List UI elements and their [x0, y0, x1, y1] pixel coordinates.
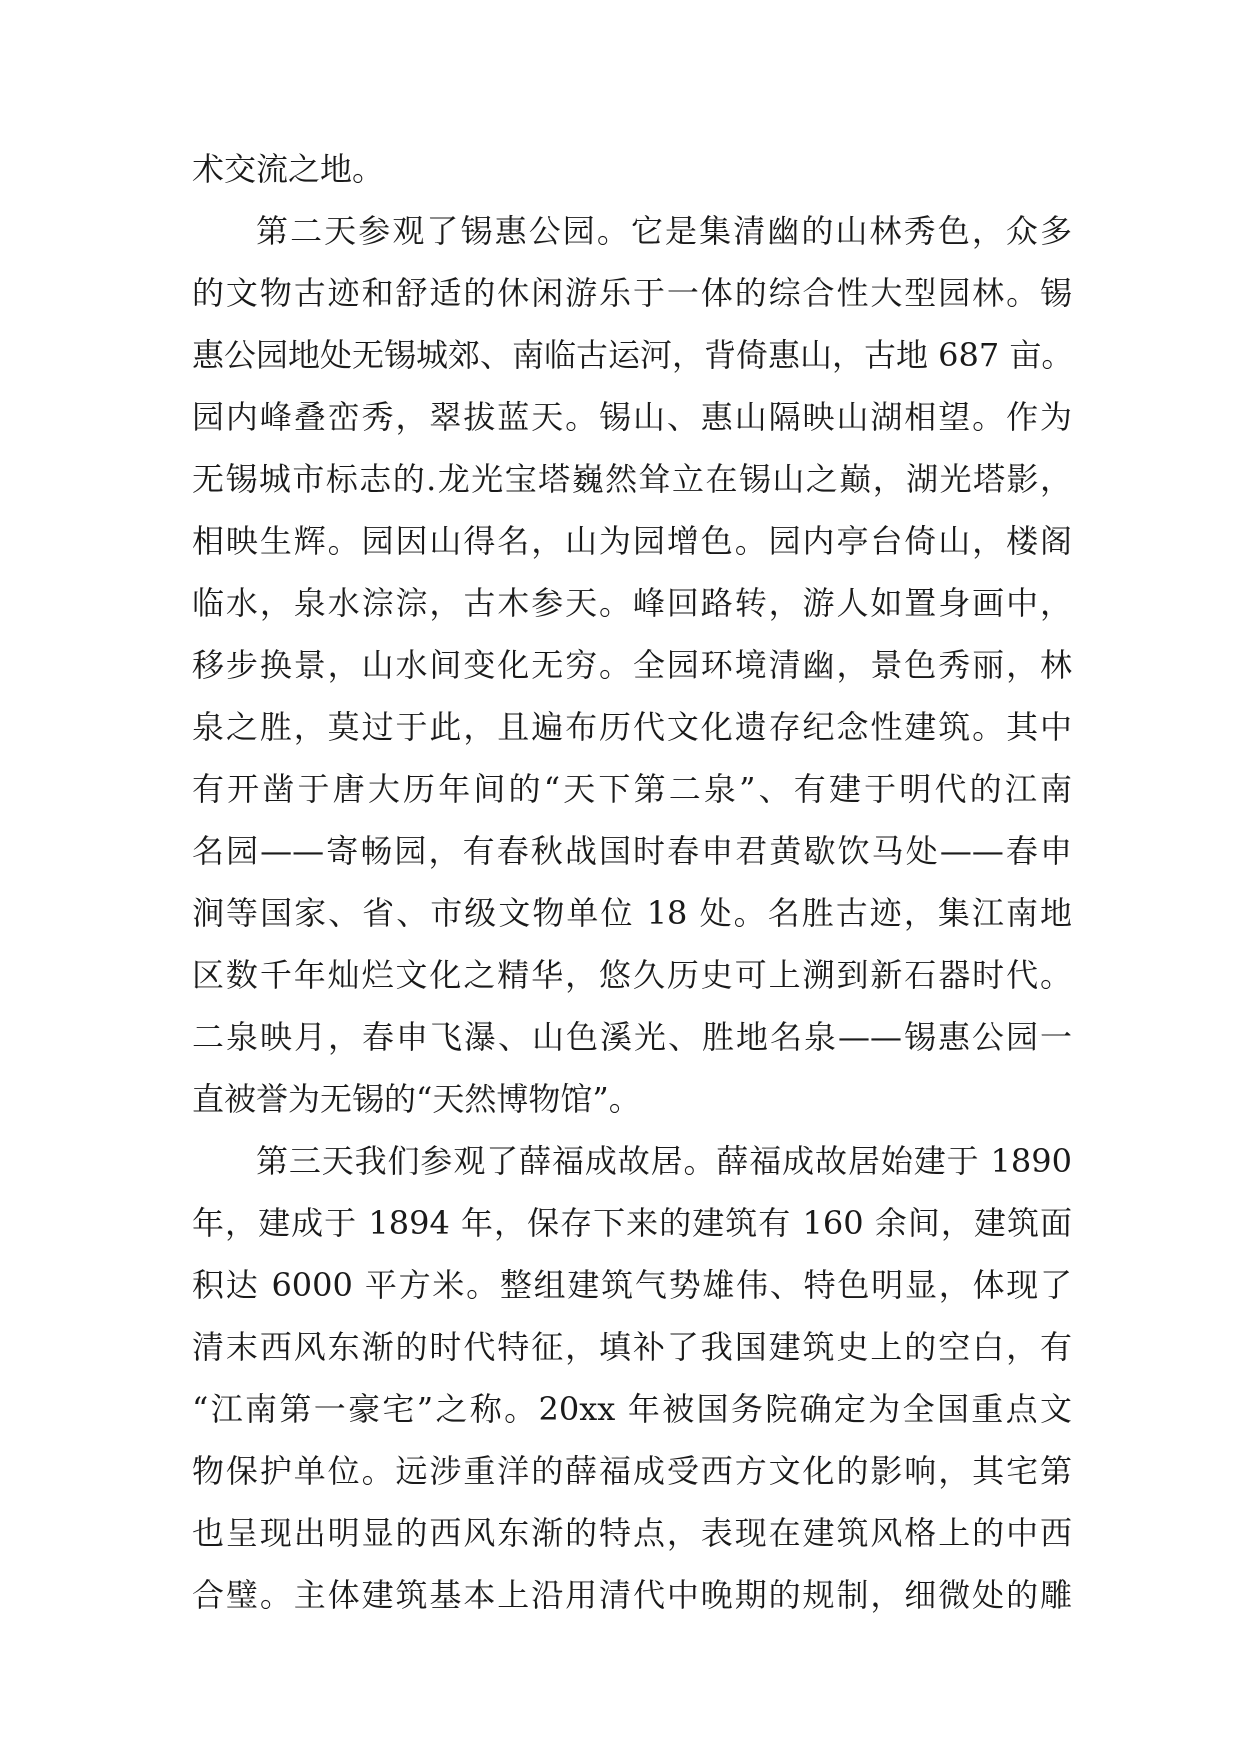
text-line: 清末西风东渐的时代特征，填补了我国建筑史上的空白，有 — [192, 1328, 1072, 1366]
text-line: 移步换景，山水间变化无穷。全园环境清幽，景色秀丽，林 — [192, 646, 1072, 684]
paragraph-start-line: 第三天我们参观了薛福成故居。薛福成故居始建于 1890 — [256, 1142, 1072, 1180]
text-line: 临水，泉水淙淙，古木参天。峰回路转，游人如置身画中， — [192, 584, 1072, 622]
text-line: 相映生辉。园因山得名，山为园增色。园内亭台倚山，楼阁 — [192, 522, 1072, 560]
text-line: 园内峰叠峦秀，翠拔蓝天。锡山、惠山隔映山湖相望。作为 — [192, 398, 1072, 436]
text-line: 物保护单位。远涉重洋的薛福成受西方文化的影响，其宅第 — [192, 1452, 1072, 1490]
text-line: 无锡城市标志的.龙光宝塔巍然耸立在锡山之巅，湖光塔影， — [192, 460, 1072, 498]
paragraph-start-line: 第二天参观了锡惠公园。它是集清幽的山林秀色，众多 — [256, 212, 1072, 250]
text-line: 涧等国家、省、市级文物单位 18 处。名胜古迹，集江南地 — [192, 894, 1072, 932]
text-line: 积达 6000 平方米。整组建筑气势雄伟、特色明显，体现了 — [192, 1266, 1072, 1304]
text-line: “江南第一豪宅”之称。20xx 年被国务院确定为全国重点文 — [192, 1390, 1072, 1428]
text-line: 直被誉为无锡的“天然博物馆”。 — [192, 1080, 641, 1118]
text-line: 泉之胜，莫过于此，且遍布历代文化遗存纪念性建筑。其中 — [192, 708, 1072, 746]
text-line: 合璧。主体建筑基本上沿用清代中晚期的规制，细微处的雕 — [192, 1576, 1072, 1614]
text-line: 术交流之地。 — [192, 150, 385, 188]
text-line: 惠公园地处无锡城郊、南临古运河，背倚惠山，古地 687 亩。 — [192, 336, 1074, 374]
text-line: 区数千年灿烂文化之精华，悠久历史可上溯到新石器时代。 — [192, 956, 1072, 994]
text-line: 的文物古迹和舒适的休闲游乐于一体的综合性大型园林。锡 — [192, 274, 1072, 312]
text-line: 名园——寄畅园，有春秋战国时春申君黄歇饮马处——春申 — [192, 832, 1072, 870]
text-line: 二泉映月，春申飞瀑、山色溪光、胜地名泉——锡惠公园一 — [192, 1018, 1072, 1056]
text-line: 也呈现出明显的西风东渐的特点，表现在建筑风格上的中西 — [192, 1514, 1072, 1552]
text-line: 年，建成于 1894 年，保存下来的建筑有 160 余间，建筑面 — [192, 1204, 1072, 1242]
text-line: 有开凿于唐大历年间的“天下第二泉”、有建于明代的江南 — [192, 770, 1072, 808]
